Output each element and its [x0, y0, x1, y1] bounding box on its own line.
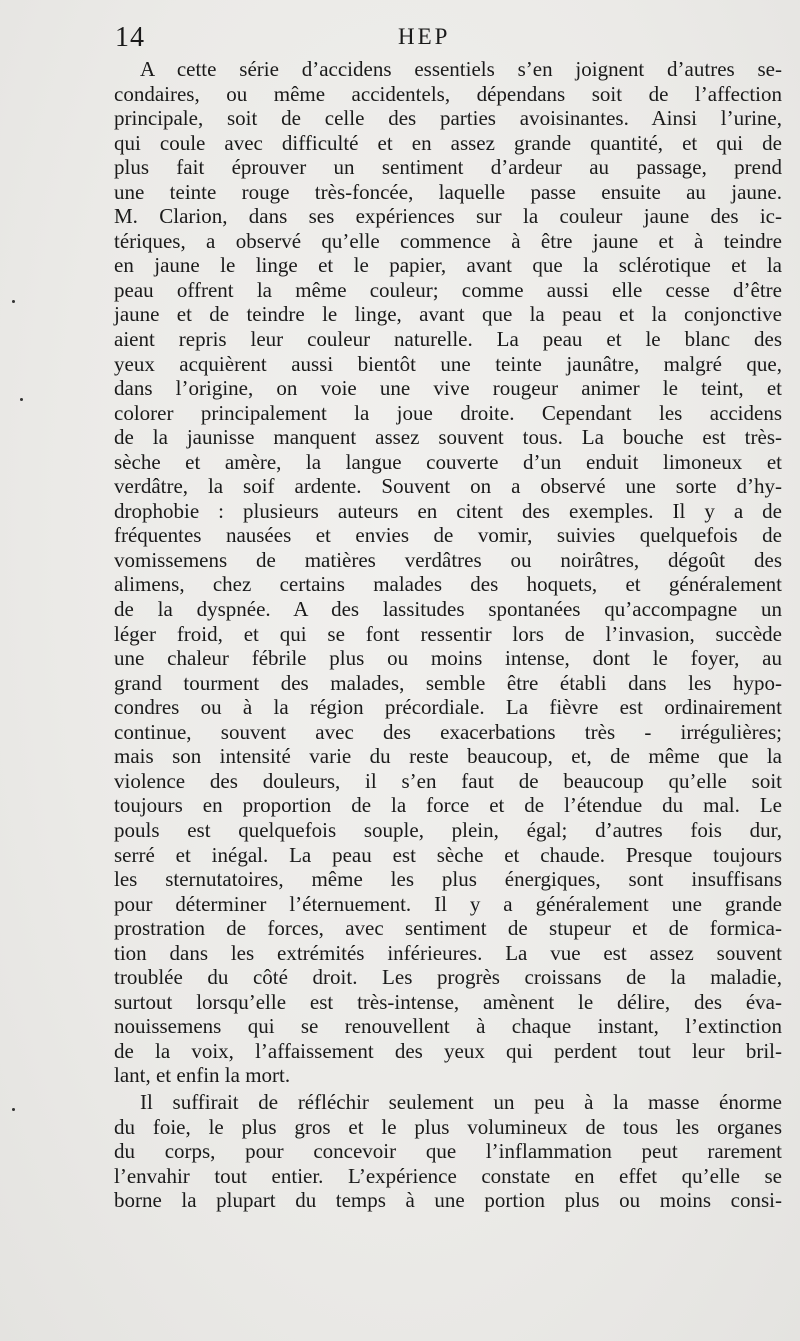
text-line: violence des douleurs, il s’en faut de beaucoup qu’elle soit	[114, 768, 782, 793]
text-line: borne la plupart du temps à une portion plus ou moins consi-	[114, 1188, 782, 1213]
margin-speck	[12, 300, 15, 303]
text-line: pour déterminer l’éternuement. Il y a généralement une grande	[114, 891, 782, 916]
text-line: dans l’origine, on voie une vive rougeur animer le teint, et	[114, 376, 782, 401]
text-line: alimens, chez certains malades des hoquets, et généralement	[114, 572, 782, 597]
text-line: fréquentes nausées et envies de vomir, suivies quelquefois de	[114, 523, 782, 548]
text-line: l’envahir tout entier. L’expérience constate en effet qu’elle se	[114, 1163, 782, 1188]
text-line: lant, et enfin la mort.	[114, 1063, 291, 1088]
text-line: sèche et amère, la langue couverte d’un enduit limoneux et	[114, 449, 782, 474]
text-line: qui coule avec difficulté et en assez grande quantité, et qui de	[114, 130, 782, 155]
text-line: du foie, le plus gros et le plus volumineux de tous les organes	[114, 1114, 782, 1139]
text-line: troublée du côté droit. Les progrès croissans de la maladie,	[114, 965, 782, 990]
text-line: prostration de forces, avec sentiment de stupeur et de formica-	[114, 916, 782, 941]
text-line: drophobie : plusieurs auteurs en citent des exemples. Il y a de	[114, 498, 782, 523]
text-line: plus fait éprouver un sentiment d’ardeur au passage, prend	[114, 155, 782, 180]
text-line: aient repris leur couleur naturelle. La peau et le blanc des	[114, 327, 782, 352]
text-line: de la dyspnée. A des lassitudes spontanées qu’accompagne un	[114, 597, 782, 622]
body-text	[114, 57, 782, 1213]
text-line: principale, soit de celle des parties avoisinantes. Ainsi l’urine,	[114, 106, 782, 131]
text-line: serré et inégal. La peau est sèche et chaude. Presque toujours	[114, 842, 782, 867]
text-line: vomissemens de matières verdâtres ou noirâtres, dégoût des	[114, 547, 782, 572]
text-line: condaires, ou même accidentels, dépendans soit de l’affection	[114, 81, 782, 106]
text-line: M. Clarion, dans ses expériences sur la couleur jaune des ic-	[114, 204, 782, 229]
text-line: continue, souvent avec des exacerbations très - irrégulières;	[114, 719, 782, 744]
text-line: nouissemens qui se renouvellent à chaque instant, l’extinction	[114, 1014, 782, 1039]
text-line: du corps, pour concevoir que l’inflammation peut rarement	[114, 1139, 782, 1164]
text-line: condres ou à la région précordiale. La fièvre est ordinairement	[114, 695, 782, 720]
text-line: Il suffirait de réfléchir seulement un peu à la masse énorme	[140, 1089, 782, 1114]
text-line: peau offrent la même couleur; comme aussi elle cesse d’être	[114, 277, 782, 302]
text-line: une teinte rouge très-foncée, laquelle passe ensuite au jaune.	[114, 179, 782, 204]
margin-speck	[12, 1108, 15, 1111]
text-line: A cette série d’accidens essentiels s’en joignent d’autres se-	[140, 57, 782, 81]
text-line: toujours en proportion de la force et de l’étendue du mal. Le	[114, 793, 782, 818]
text-line: colorer principalement la joue droite. Cependant les accidens	[114, 400, 782, 425]
text-line: les sternutatoires, même les plus énergiques, sont insuffisans	[114, 867, 782, 892]
text-line: yeux acquièrent aussi bientôt une teinte jaunâtre, malgré que,	[114, 351, 782, 376]
text-line: pouls est quelquefois souple, plein, égal; d’autres fois dur,	[114, 817, 782, 842]
page-number: 14	[115, 22, 145, 53]
margin-speck	[20, 398, 23, 401]
text-line: verdâtre, la soif ardente. Souvent on a observé une sorte d’hy-	[114, 474, 782, 499]
text-line: de la jaunisse manquent assez souvent tous. La bouche est très-	[114, 425, 782, 450]
text-line: jaune et de teindre le linge, avant que la peau et la conjonctive	[114, 302, 782, 327]
text-line: mais son intensité varie du reste beaucoup, et, de même que la	[114, 744, 782, 769]
text-line: grand tourment des malades, semble être établi dans les hypo-	[114, 670, 782, 695]
text-line: une chaleur fébrile plus ou moins intense, dont le foyer, au	[114, 646, 782, 671]
running-head: HEP	[398, 24, 451, 49]
page-header	[115, 22, 755, 54]
text-line: surtout lorsqu’elle est très-intense, amènent le délire, des éva-	[114, 989, 782, 1014]
text-line: de la voix, l’affaissement des yeux qui perdent tout leur bril-	[114, 1038, 782, 1063]
text-line: en jaune le linge et le papier, avant que la sclérotique et la	[114, 253, 782, 278]
text-line: tion dans les extrémités inférieures. La vue est assez souvent	[114, 940, 782, 965]
text-line: tériques, a observé qu’elle commence à être jaune et à teindre	[114, 228, 782, 253]
text-line: léger froid, et qui se font ressentir lors de l’invasion, succède	[114, 621, 782, 646]
